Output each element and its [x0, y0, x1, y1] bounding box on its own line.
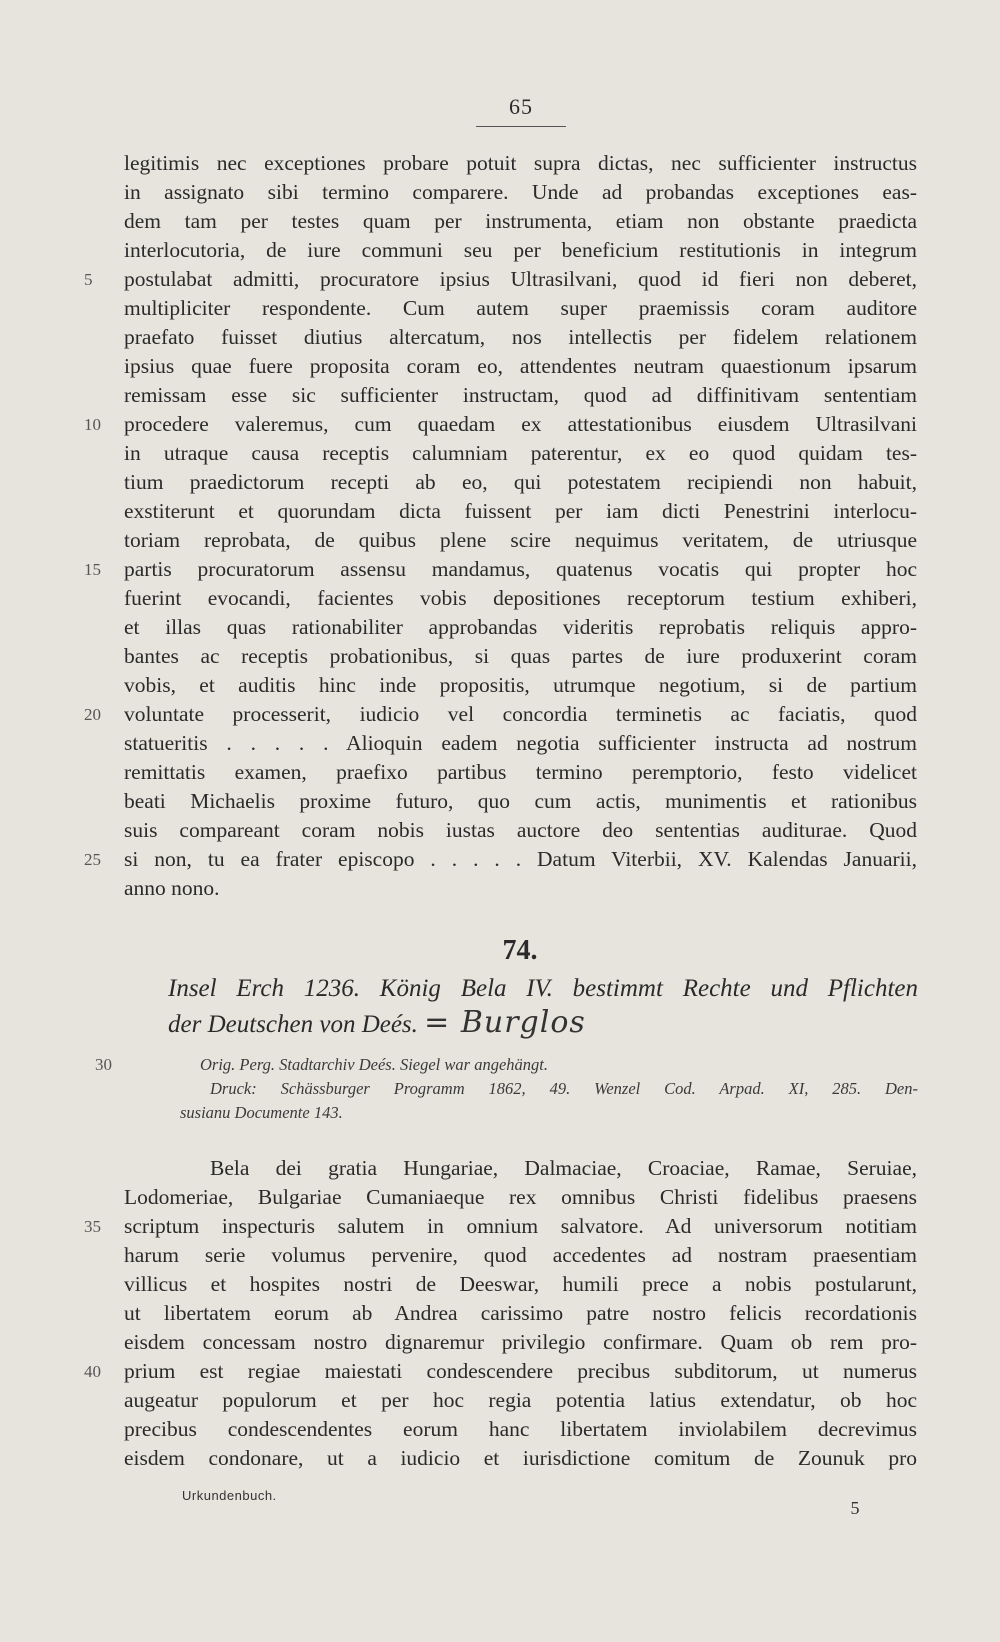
- text-line: [124, 178, 917, 207]
- line-text: precibus condescendentes eorum hanc libertatem inviolabilem decrevimus: [124, 1417, 917, 1441]
- text-line: [124, 294, 917, 323]
- text-line: [124, 1328, 917, 1357]
- text-line: [124, 584, 917, 613]
- line-text: partis procuratorum assensu mandamus, quatenus vocatis qui propter hoc: [124, 557, 917, 581]
- line-number: 10: [84, 415, 101, 434]
- line-number-30: 30: [95, 1055, 112, 1074]
- document-heading: [168, 972, 918, 1042]
- text-line: [124, 381, 917, 410]
- text-line: [84, 845, 917, 874]
- text-line: [84, 1212, 917, 1241]
- line-text: eisdem condonare, ut a iudicio et iurisdictione comitum de Zounuk pro: [124, 1446, 917, 1470]
- line-text: bantes ac receptis probationibus, si quas partes de iure produxerint coram: [124, 644, 917, 668]
- text-line: [124, 1415, 917, 1444]
- line-text: legitimis nec exceptiones probare potuit supra dictas, nec sufficienter instructus: [124, 151, 917, 175]
- line-number: 40: [84, 1362, 101, 1381]
- text-line: [124, 1299, 917, 1328]
- line-text: villicus et hospites nostri de Deeswar, humili prece a nobis postularunt,: [124, 1272, 917, 1296]
- line-text: suis compareant coram nobis iustas auctore deo sententias auditurae. Quod: [124, 818, 917, 842]
- main-text-block: [84, 149, 917, 903]
- text-line: [124, 642, 917, 671]
- line-text: praefato fuisset diutius altercatum, nos intellectis per fidelem relationem: [124, 325, 917, 349]
- charter-text-block: [84, 1154, 917, 1473]
- line-text: statueritis . . . . . Alioquin eadem negotia sufficienter instructa ad nostrum: [124, 731, 917, 755]
- text-line: [124, 526, 917, 555]
- text-line: [124, 207, 917, 236]
- source-notes: [95, 1053, 918, 1125]
- heading-line-1: Insel Erch 1236. König Bela IV. bestimmt Rechte und Pflichten: [168, 975, 918, 1002]
- line-number: 15: [84, 560, 101, 579]
- text-line: [124, 816, 917, 845]
- page-number: 65: [509, 94, 533, 119]
- line-text: remissam esse sic sufficienter instructam, quod ad diffinitivam sententiam: [124, 383, 917, 407]
- line-number: 20: [84, 705, 101, 724]
- text-line: [124, 497, 917, 526]
- text-line: [84, 700, 917, 729]
- line-text: tium praedictorum recepti ab eo, qui potestatem recipiendi non habuit,: [124, 470, 917, 494]
- line-text: Bela dei gratia Hungariae, Dalmaciae, Croaciae, Ramae, Seruiae,: [210, 1156, 917, 1180]
- page-number-rule: [476, 126, 566, 127]
- text-line: [124, 439, 917, 468]
- line-text: toriam reprobata, de quibus plene scire nequimus veritatem, de utriusque: [124, 528, 917, 552]
- text-line: [124, 323, 917, 352]
- line-text: ipsius quae fuere proposita coram eo, attendentes neutram quaestionum ipsarum: [124, 354, 917, 378]
- line-number: 5: [84, 270, 93, 289]
- line-text: Lodomeriae, Bulgariae Cumaniaeque rex omnibus Christi fidelibus praesens: [124, 1185, 917, 1209]
- line-text: in assignato sibi termino comparere. Unde ad probandas exceptiones eas-: [124, 180, 917, 204]
- line-text: si non, tu ea frater episcopo . . . . . Datum Viterbii, XV. Kalendas Januarii,: [124, 847, 917, 871]
- line-text: harum serie volumus pervenire, quod accedentes ad nostram praesentiam: [124, 1243, 917, 1267]
- text-line: [124, 352, 917, 381]
- text-line: [124, 236, 917, 265]
- line-text: anno nono.: [124, 876, 220, 900]
- text-line: [124, 1183, 917, 1212]
- text-line: [124, 729, 917, 758]
- line-text: exstiterunt et quorundam dicta fuissent per iam dicti Penestrini interlocu-: [124, 499, 917, 523]
- text-line: [124, 758, 917, 787]
- line-text: fuerint evocandi, facientes vobis depositiones receptorum testium exhiberi,: [124, 586, 917, 610]
- line-text: prium est regiae maiestati condescendere precibus subditorum, ut numerus: [124, 1359, 917, 1383]
- text-line: [84, 265, 917, 294]
- text-line: [124, 468, 917, 497]
- line-text: voluntate processerit, iudicio vel concordia terminetis ac faciatis, quod: [124, 702, 917, 726]
- line-text: remittatis examen, praefixo partibus termino peremptorio, festo videlicet: [124, 760, 917, 784]
- text-line: [124, 1241, 917, 1270]
- heading-line-2: [168, 1006, 918, 1042]
- sheet-number: 5: [850, 1498, 860, 1518]
- document-number: 74.: [502, 935, 538, 966]
- handwritten-annotation: = Burglos: [424, 1005, 586, 1040]
- line-text: augeatur populorum et per hoc regia potentia latius extendatur, ob hoc: [124, 1388, 917, 1412]
- line-text: scriptum inspecturis salutem in omnium salvatore. Ad universorum notitiam: [124, 1214, 917, 1238]
- line-text: postulabat admitti, procuratore ipsius Ultrasilvani, quod id fieri non deberet,: [124, 267, 917, 291]
- line-text: interlocutoria, de iure communi seu per beneficium restitutionis in integrum: [124, 238, 917, 262]
- text-line: [124, 1154, 917, 1183]
- line-text: et illas quas rationabiliter approbandas videritis reprobatis reliquis appro-: [124, 615, 917, 639]
- text-line: [124, 874, 917, 903]
- source-print-line-1: Druck: Schässburger Programm 1862, 49. Wenzel Cod. Arpad. XI, 285. Den-: [210, 1079, 918, 1098]
- text-line: [124, 149, 917, 178]
- heading-line-2-text: der Deutschen von Deés.: [168, 1011, 418, 1038]
- line-text: procedere valeremus, cum quaedam ex attestationibus eiusdem Ultrasilvani: [124, 412, 917, 436]
- text-line: [124, 787, 917, 816]
- line-text: vobis, et auditis hinc inde propositis, utrumque negotium, si de partium: [124, 673, 917, 697]
- text-line: [124, 613, 917, 642]
- text-line: [124, 1386, 917, 1415]
- text-line: [84, 1357, 917, 1386]
- line-text: ut libertatem eorum ab Andrea carissimo patre nostro felicis recordationis: [124, 1301, 917, 1325]
- line-text: dem tam per testes quam per instrumenta, etiam non obstante praedicta: [124, 209, 917, 233]
- text-line: [84, 410, 917, 439]
- text-line: [124, 1270, 917, 1299]
- source-original: Orig. Perg. Stadtarchiv Deés. Siegel war angehängt.: [200, 1055, 548, 1074]
- text-line: [124, 671, 917, 700]
- line-text: eisdem concessam nostro dignaremur privilegio confirmare. Quam ob rem pro-: [124, 1330, 917, 1354]
- source-print-line-2: susianu Documente 143.: [180, 1103, 343, 1122]
- line-text: multipliciter respondente. Cum autem super praemissis coram auditore: [124, 296, 917, 320]
- line-text: beati Michaelis proxime futuro, quo cum actis, munimentis et rationibus: [124, 789, 917, 813]
- line-number: 25: [84, 850, 101, 869]
- text-line: [84, 555, 917, 584]
- signature-mark: Urkundenbuch.: [182, 1488, 277, 1503]
- line-text: in utraque causa receptis calumniam paterentur, ex eo quod quidam tes-: [124, 441, 917, 465]
- text-line: [124, 1444, 917, 1473]
- line-number: 35: [84, 1217, 101, 1236]
